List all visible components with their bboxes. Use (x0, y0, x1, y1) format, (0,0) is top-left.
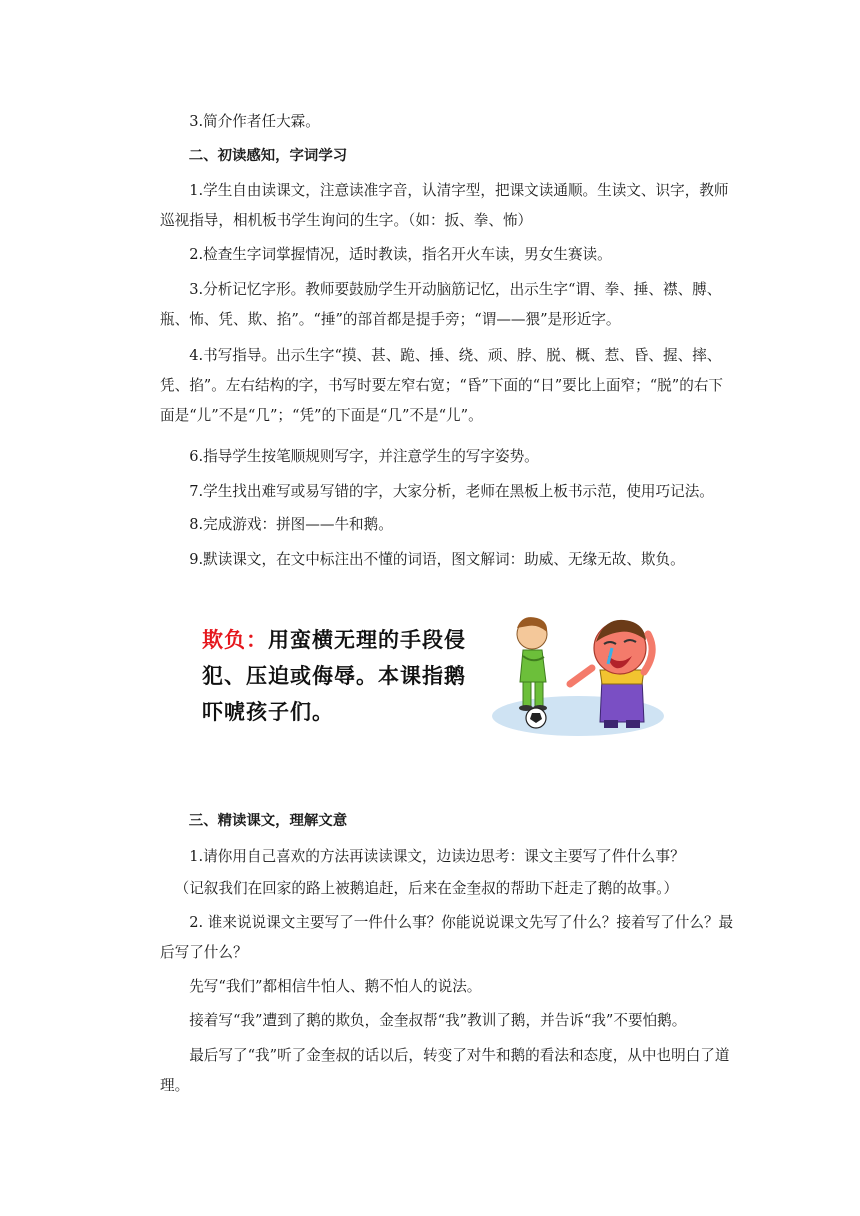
paragraph-2-6: 6.指导学生按笔顺规则写字，并注意学生的写字姿势。 (189, 448, 539, 465)
paragraph-3-4: 接着写“我”遭到了鹅的欺负，金奎叔帮“我”教训了鹅，并告诉“我”不要怕鹅。 (189, 1012, 687, 1029)
paragraph-3-3: 先写“我们”都相信牛怕人、鹅不怕人的说法。 (189, 978, 482, 995)
paragraph-2-1: 1.学生自由读课文，注意读准字音，认清字型，把课文读通顺。生读文、识字，教师巡视指导，相机板书学生询问的生字。（如：扳、拳、怖） (160, 182, 729, 229)
soccer-ball-icon (526, 708, 546, 728)
paragraph-2-9: 9.默读课文，在文中标注出不懂的词语，图文解词：助威、无缘无故、欺负。 (189, 551, 685, 568)
paragraph-3-5: 最后写了“我”听了金奎叔的话以后，转变了对牛和鹅的看法和态度，从中也明白了道理。 (160, 1047, 730, 1094)
figure-definition-text: 用蛮横无理的手段侵犯、压迫或侮辱。本课指鹅吓唬孩子们。 (202, 628, 466, 724)
paragraph-2-7: 7.学生找出难写或易写错的字，大家分析，老师在黑板上板书示范，使用巧记法。 (189, 483, 714, 500)
vocabulary-figure (196, 612, 670, 738)
figure-definition (202, 622, 484, 730)
paragraph-2-8: 8.完成游戏：拼图——牛和鹅。 (189, 516, 393, 533)
paragraph-2-2: 2.检查生字词掌握情况，适时教读，指名开火车读，男女生赛读。 (189, 246, 612, 263)
paragraph-author-intro: 3.简介作者任大霖。 (189, 113, 320, 130)
paragraph-3-1: 1.请你用自己喜欢的方法再读读课文，边读边思考：课文主要写了件什么事？ (189, 848, 685, 865)
boy-left-figure (517, 617, 547, 711)
paragraph-3-2: 2. 谁来说说课文主要写了一件什么事？你能说说课文先写了什么？接着写了什么？最后写了什么？ (160, 914, 734, 961)
section-heading-2: 二、初读感知，字词学习 (188, 148, 348, 164)
crying-boy-illustration (492, 612, 670, 738)
section-heading-3: 三、精读课文，理解文意 (188, 813, 348, 829)
paragraph-2-3: 3.分析记忆字形。教师要鼓励学生开动脑筋记忆，出示生字“谓、拳、捶、襟、膊、瓶、怖、凭、欺、掐”。“捶”的部首都是提手旁；“谓——猥”是形近字。 (160, 281, 722, 328)
figure-term: 欺负： (202, 628, 268, 652)
paragraph-3-1-answer: （记叙我们在回家的路上被鹅追赶，后来在金奎叔的帮助下赶走了鹅的故事。） (174, 880, 679, 897)
paragraph-2-4: 4.书写指导。出示生字“摸、甚、跪、捶、绕、顽、脖、脱、概、惹、昏、握、摔、凭、掐”。左右结构的字，书写时要左窄右宽；“昏”下面的“日”要比上面窄；“脱”的右下面是“儿”不是“几”；“凭”的下面是“几”不是“儿”。 (160, 347, 724, 424)
